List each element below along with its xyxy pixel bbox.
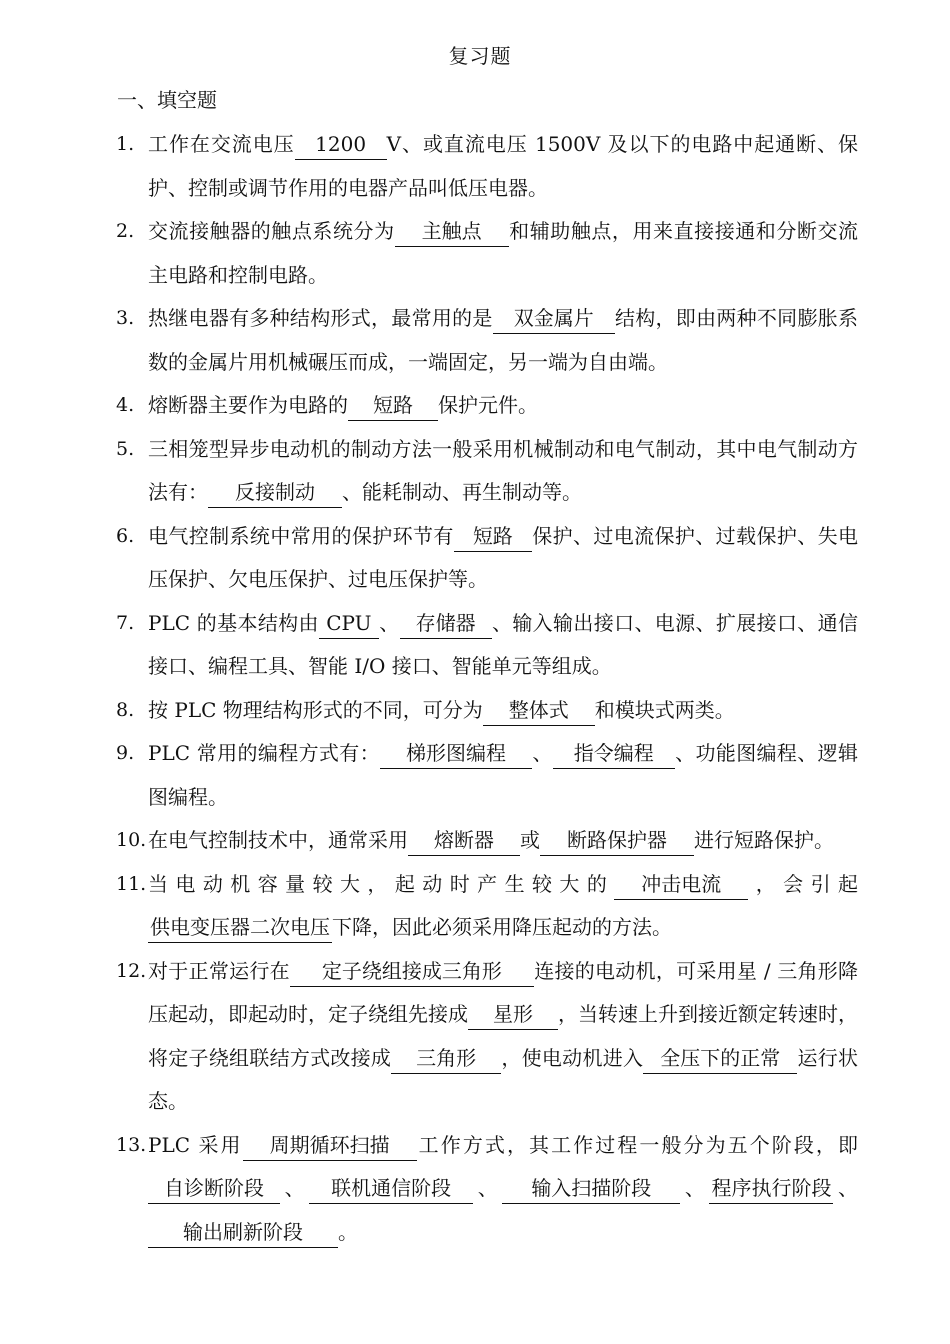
question-text: 电气控制系统中常用的保护环节有	[148, 523, 454, 548]
question-number: 6.	[116, 524, 135, 547]
question-number: 4.	[116, 394, 135, 416]
question-item	[108, 297, 858, 384]
question-item	[108, 428, 858, 515]
question-text: 交流接触器的触点系统分为	[148, 219, 395, 243]
question-text: 工作在交流电压	[148, 132, 295, 156]
question-text: 、能耗制动、再生制动等。	[342, 480, 582, 504]
question-item	[108, 689, 858, 733]
question-text: 熔断器主要作为电路的	[148, 393, 348, 417]
question-text: 按 PLC 物理结构形式的不同，可分为	[148, 697, 483, 722]
question-text: 运行状态。	[148, 1045, 859, 1113]
question-item	[108, 819, 858, 863]
question-text: 进行短路保护。	[694, 828, 834, 852]
question-text: 保护、过电流保护、过载保护、失电压保护、欠电压保护、过电压保护等。	[148, 523, 859, 591]
answer-blank: 整体式	[483, 695, 595, 726]
question-text: 连接的电动机，可采用星 / 三角形降压起动，即起动时，定子绕组先接成	[148, 958, 859, 1026]
answer-blank: 指令编程	[553, 738, 675, 769]
question-number: 2.	[116, 220, 135, 242]
question-text: 对于正常运行在	[148, 958, 290, 983]
answer-blank: 双金属片	[493, 303, 615, 334]
answer-blank: 1200	[295, 129, 387, 160]
answer-blank: 输入扫描阶段	[502, 1173, 680, 1204]
question-text: 当电动机容量较大，起动时产生较大的	[148, 871, 615, 896]
answer-blank: 程序执行阶段	[709, 1173, 833, 1204]
question-item	[108, 384, 858, 428]
question-text: 、	[833, 1176, 859, 1200]
question-text: 、输入输出接口、电源、扩展接口、通信接口、编程工具、智能 I/O 接口、智能单元等组成。	[148, 610, 859, 678]
question-number: 8.	[116, 698, 135, 721]
question-text: 或	[520, 828, 540, 852]
answer-blank: 短路	[348, 390, 438, 421]
question-item	[108, 515, 858, 602]
question-list	[108, 123, 858, 1254]
question-text: 三相笼型异步电动机的制动方法一般采用机械制动和电气制动，其中电气制动方法有：	[148, 436, 858, 504]
question-text: 热继电器有多种结构形式，最常用的是	[148, 306, 493, 330]
question-number: 11.	[116, 872, 147, 895]
answer-blank: 输出刷新阶段	[148, 1217, 338, 1248]
question-text: 工作方式，其工作过程一般分为五个阶段，即	[416, 1132, 858, 1157]
question-number: 10.	[116, 829, 147, 851]
answer-blank: 星形	[468, 999, 558, 1030]
answer-blank: 供电变压器二次电压	[148, 912, 332, 943]
answer-blank: 冲击电流	[614, 869, 748, 900]
question-text: ，会引起	[748, 871, 859, 896]
question-number: 7.	[116, 611, 135, 634]
answer-blank: 三角形	[391, 1043, 501, 1074]
question-text: 、功能图编程、逻辑图编程。	[148, 741, 859, 809]
question-text: 保护元件。	[438, 393, 538, 417]
answer-blank: 断路保护器	[540, 825, 694, 856]
question-text: 、	[473, 1176, 503, 1200]
answer-blank: 周期循环扫描	[243, 1130, 417, 1161]
question-item	[108, 863, 858, 950]
answer-blank: 主触点	[395, 216, 509, 247]
question-text: PLC 采用	[148, 1132, 243, 1157]
question-item	[108, 602, 858, 689]
question-text: 和模块式两类。	[594, 697, 735, 722]
question-text: 。	[338, 1219, 358, 1244]
answer-blank: 反接制动	[208, 477, 342, 508]
section-heading: 一、填空题	[117, 88, 217, 112]
answer-blank: 自诊断阶段	[148, 1173, 280, 1204]
question-text: 和辅助触点，用来直接接通和分断交流主电路和控制电路。	[148, 219, 859, 287]
question-item	[108, 123, 858, 210]
question-number: 13.	[116, 1133, 147, 1156]
question-number: 5.	[116, 437, 135, 460]
question-text: V、或直流电压 1500V 及以下的电路中起通断、保护、控制或调节作用的电器产品叫低压电器。	[148, 132, 859, 200]
question-number: 9.	[116, 742, 135, 764]
question-text: 在电气控制技术中，通常采用	[148, 828, 408, 852]
question-text: 、	[378, 610, 400, 635]
question-item	[108, 950, 858, 1124]
question-item	[108, 1124, 858, 1255]
answer-blank: 存储器	[400, 608, 492, 639]
question-number: 3.	[116, 307, 135, 329]
question-text: PLC 常用的编程方式有：	[148, 741, 381, 765]
question-text: ，使电动机进入	[501, 1045, 644, 1070]
question-text: 下降，因此必须采用降压起动的方法。	[332, 915, 672, 939]
question-text: 、	[532, 741, 553, 765]
question-text: 、	[280, 1176, 310, 1200]
question-number: 12.	[116, 959, 147, 982]
answer-blank: 熔断器	[408, 825, 520, 856]
question-item	[108, 732, 858, 819]
answer-blank: 短路	[454, 521, 532, 552]
answer-blank: 定子绕组接成三角形	[290, 956, 534, 987]
answer-blank: 全压下的正常	[643, 1043, 797, 1074]
question-text: 、	[680, 1176, 710, 1200]
question-number: 1.	[116, 133, 135, 155]
question-text: ，当转速上升到接近额定转速时，将定子绕组联结方式改接成	[148, 1002, 858, 1070]
question-item	[108, 210, 858, 297]
page-title: 复习题	[448, 44, 512, 68]
answer-blank: 梯形图编程	[380, 738, 532, 769]
question-text: PLC 的基本结构由	[148, 610, 319, 635]
answer-blank: 联机通信阶段	[309, 1173, 473, 1204]
answer-blank: CPU	[319, 608, 379, 639]
question-text: 结构，即由两种不同膨胀系数的金属片用机械碾压而成，一端固定，另一端为自由端。	[148, 306, 859, 374]
